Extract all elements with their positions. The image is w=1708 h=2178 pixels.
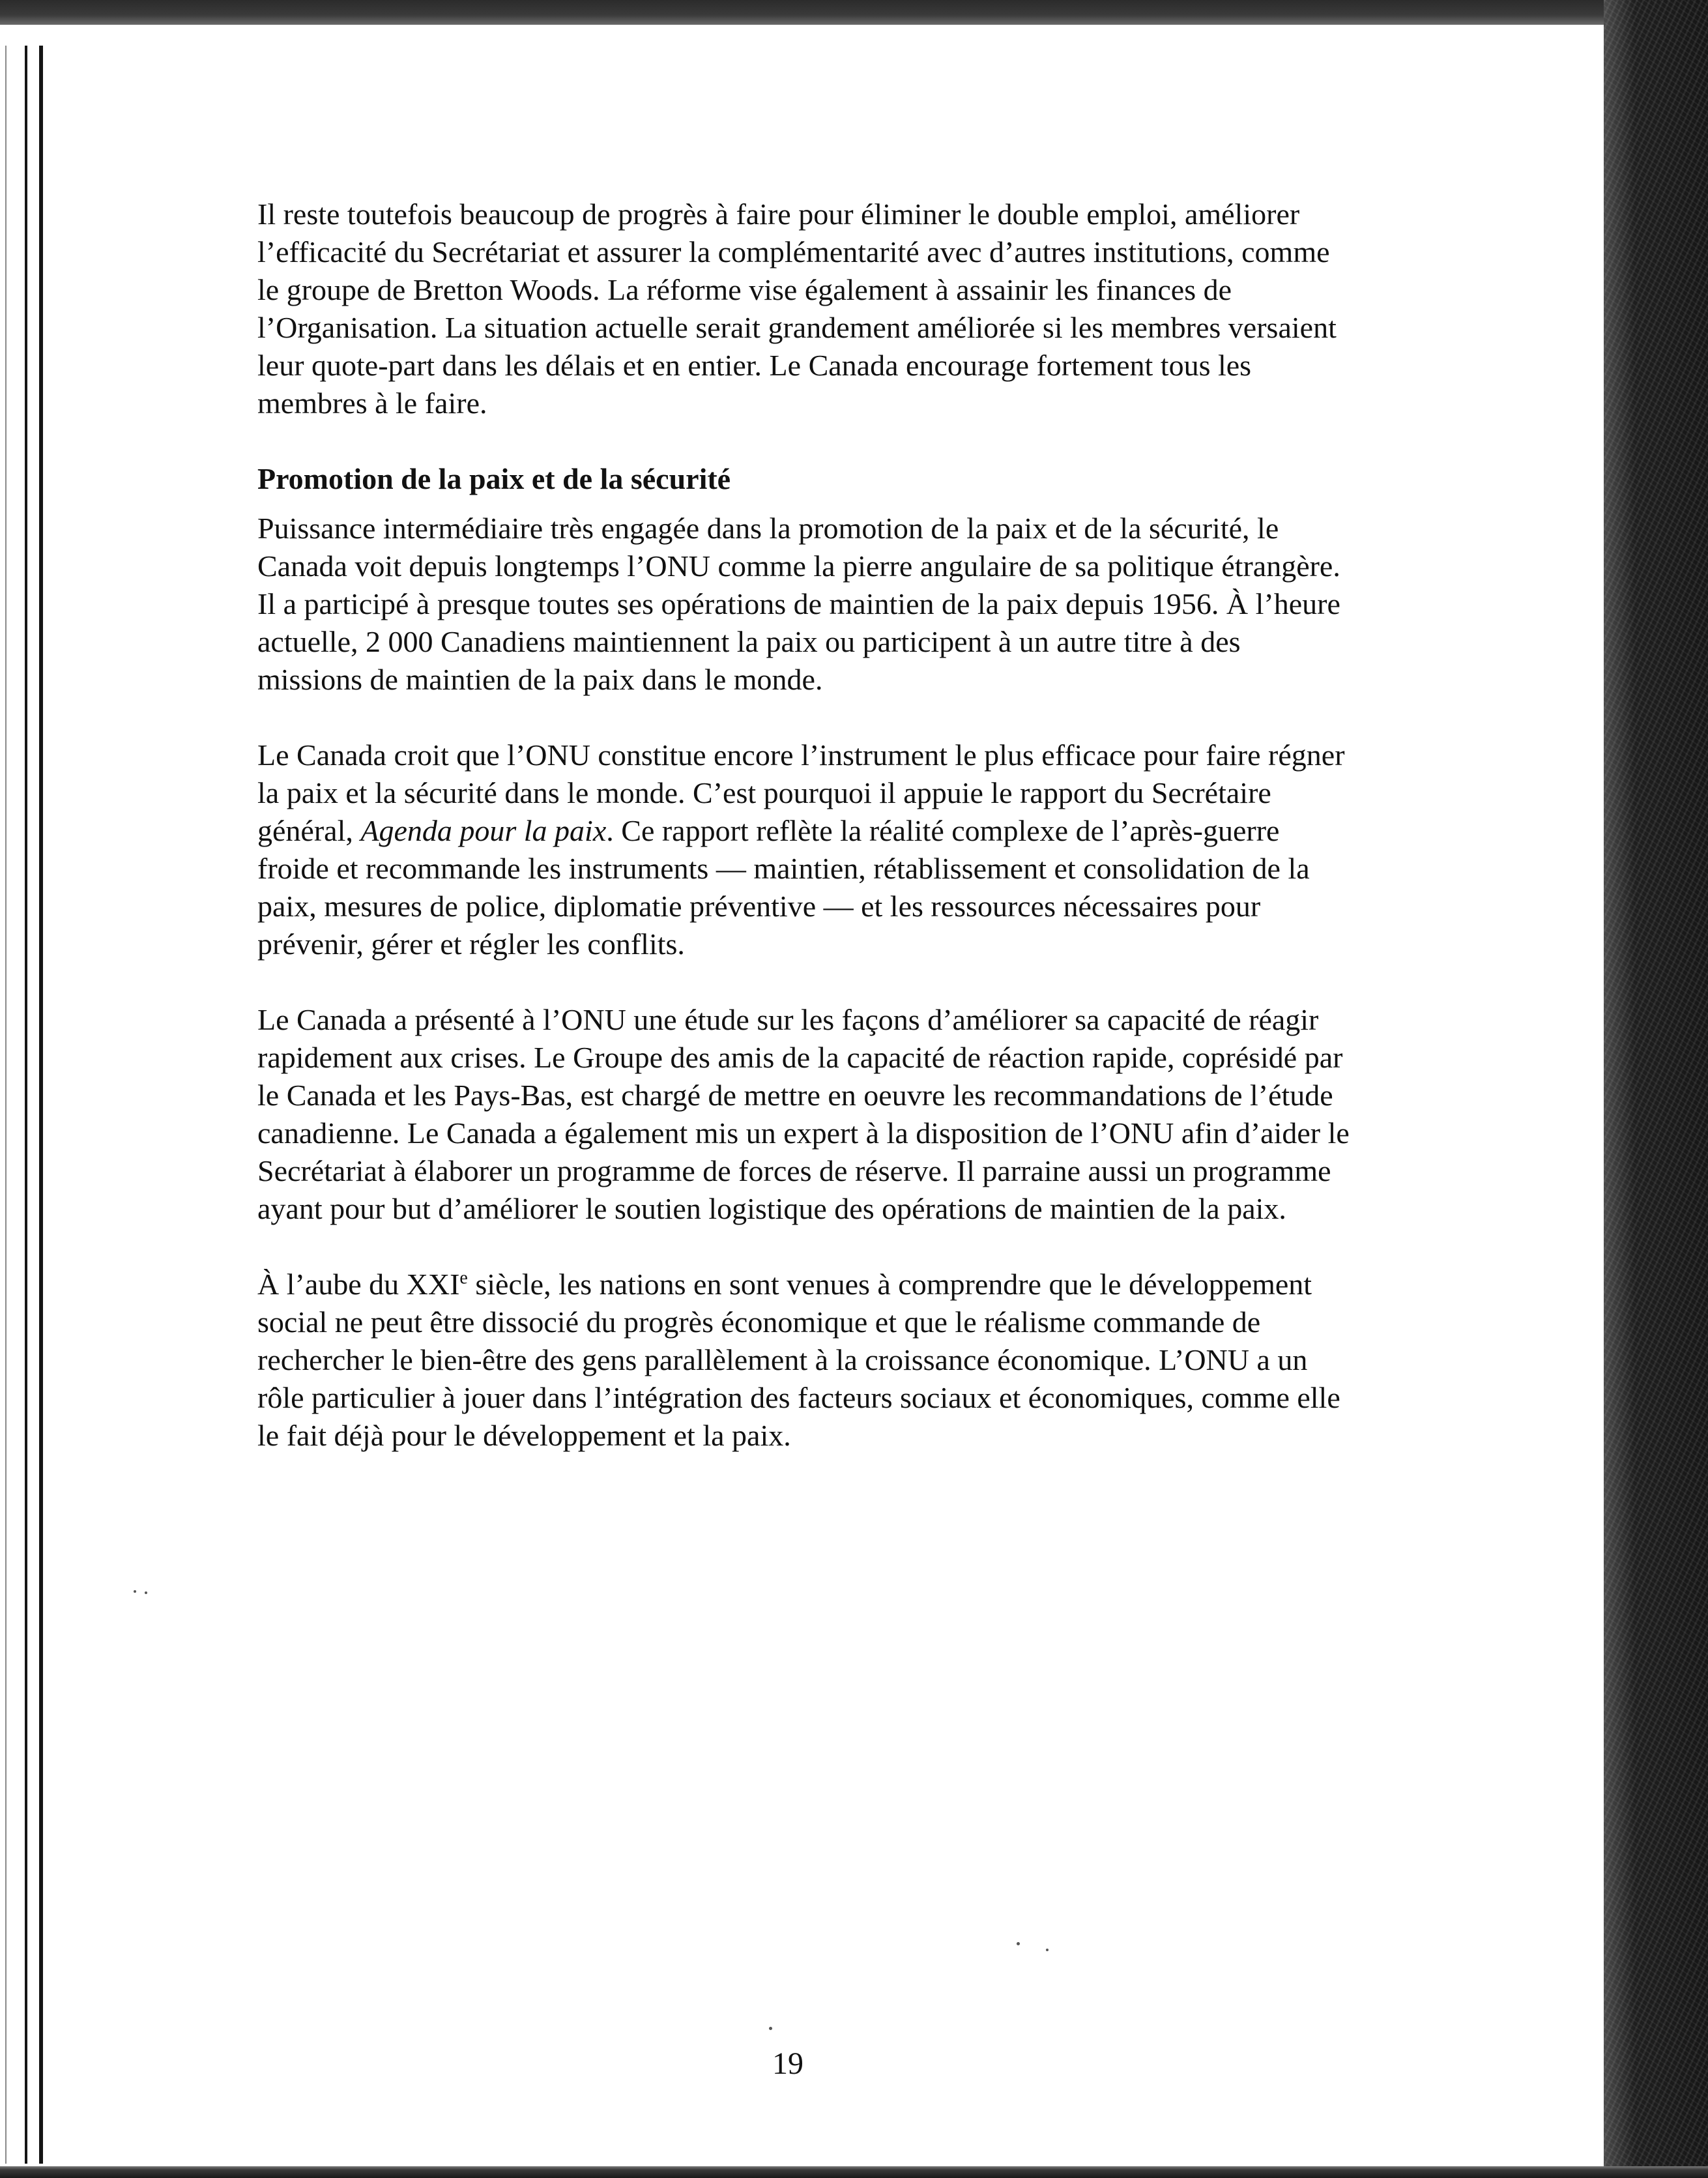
paragraph-agenda-for-peace <box>257 736 1352 963</box>
scan-speck <box>145 1591 147 1594</box>
paragraph-21st-century <box>257 1266 1352 1455</box>
scan-border-bottom <box>0 2166 1708 2178</box>
scan-speck <box>769 2027 772 2030</box>
report-title-italic: Agenda pour la paix <box>360 814 607 847</box>
section-heading-peace-security: Promotion de la paix et de la sécurité <box>257 462 731 495</box>
paragraph-un-reform: Il reste toutefois beaucoup de progrès à faire pour éliminer le double emploi, améliorer l’efficacité du Secrétariat et assurer la complémentarité avec d’autres institutions, comme le groupe de Bretton Woods. La réforme vise également à assainir les finances de l’Organisation. La situation actuelle serait grandement améliorée si les membres versaient leur quote-part dans les délais et en entier. Le Canada encourage fortement tous les membres à le faire. <box>257 197 1337 420</box>
scan-speck <box>1017 1942 1020 1945</box>
document-page <box>257 196 1352 1492</box>
page-number: 19 <box>772 2046 803 2081</box>
paragraph-3-text-start: Le Canada croit que l’ONU constitue encore l’instrument le plus efficace pour faire régner la paix et la sécurité dans le monde. C’est pourquoi il appuie le rapport du Secrétaire général, <box>257 738 1345 847</box>
binding-edge-line <box>5 46 7 2164</box>
binding-edge-line <box>25 46 27 2164</box>
scan-speck <box>134 1590 136 1593</box>
paragraph-5-text-start: À l’aube du XXI <box>257 1268 460 1301</box>
scan-speck <box>1046 1949 1049 1951</box>
paragraph-canada-peacekeeping: Puissance intermédiaire très engagée dans la promotion de la paix et de la sécurité, le Canada voit depuis longtemps l’ONU comme la pierre angulaire de sa politique étrangère. Il a participé à presque toutes ses opérations de maintien de la paix depuis 1956. À l’heure actuelle, 2 000 Canadiens maintiennent la paix ou participent à un autre titre à des missions de maintien de la paix dans le monde. <box>257 512 1340 696</box>
paragraph-rapid-reaction: Le Canada a présenté à l’ONU une étude sur les façons d’améliorer sa capacité de réagir rapidement aux crises. Le Groupe des amis de la capacité de réaction rapide, coprésidé par le Canada et les Pays-Bas, est chargé de mettre en oeuvre les recommandations de l’étude canadienne. Le Canada a également mis un expert à la disposition de l’ONU afin d’aider le Secrétariat à élaborer un programme de forces de réserve. Il parraine aussi un programme ayant pour but d’améliorer le soutien logistique des opérations de maintien de la paix. <box>257 1003 1350 1225</box>
century-superscript: e <box>459 1268 468 1288</box>
scan-border-top <box>0 0 1708 25</box>
paragraph-5-text-end: siècle, les nations en sont venues à comprendre que le développement social ne peut être dissocié du progrès économique et que le réalisme commande de rechercher le bien-être des gens parallèlement à la croissance économique. L’ONU a un rôle particulier à jouer dans l’intégration des facteurs sociaux et économiques, comme elle le fait déjà pour le développement et la paix. <box>257 1268 1340 1452</box>
scan-border-right <box>1604 0 1708 2178</box>
binding-edge-line <box>39 46 43 2164</box>
paragraph-3-text-end: . Ce rapport reflète la réalité complexe de l’après-guerre froide et recommande les instruments — maintien, rétablissement et consolidation de la paix, mesures de police, diplomatie préventive — et les ressources nécessaires pour prévenir, gérer et régler les conflits. <box>257 814 1310 961</box>
